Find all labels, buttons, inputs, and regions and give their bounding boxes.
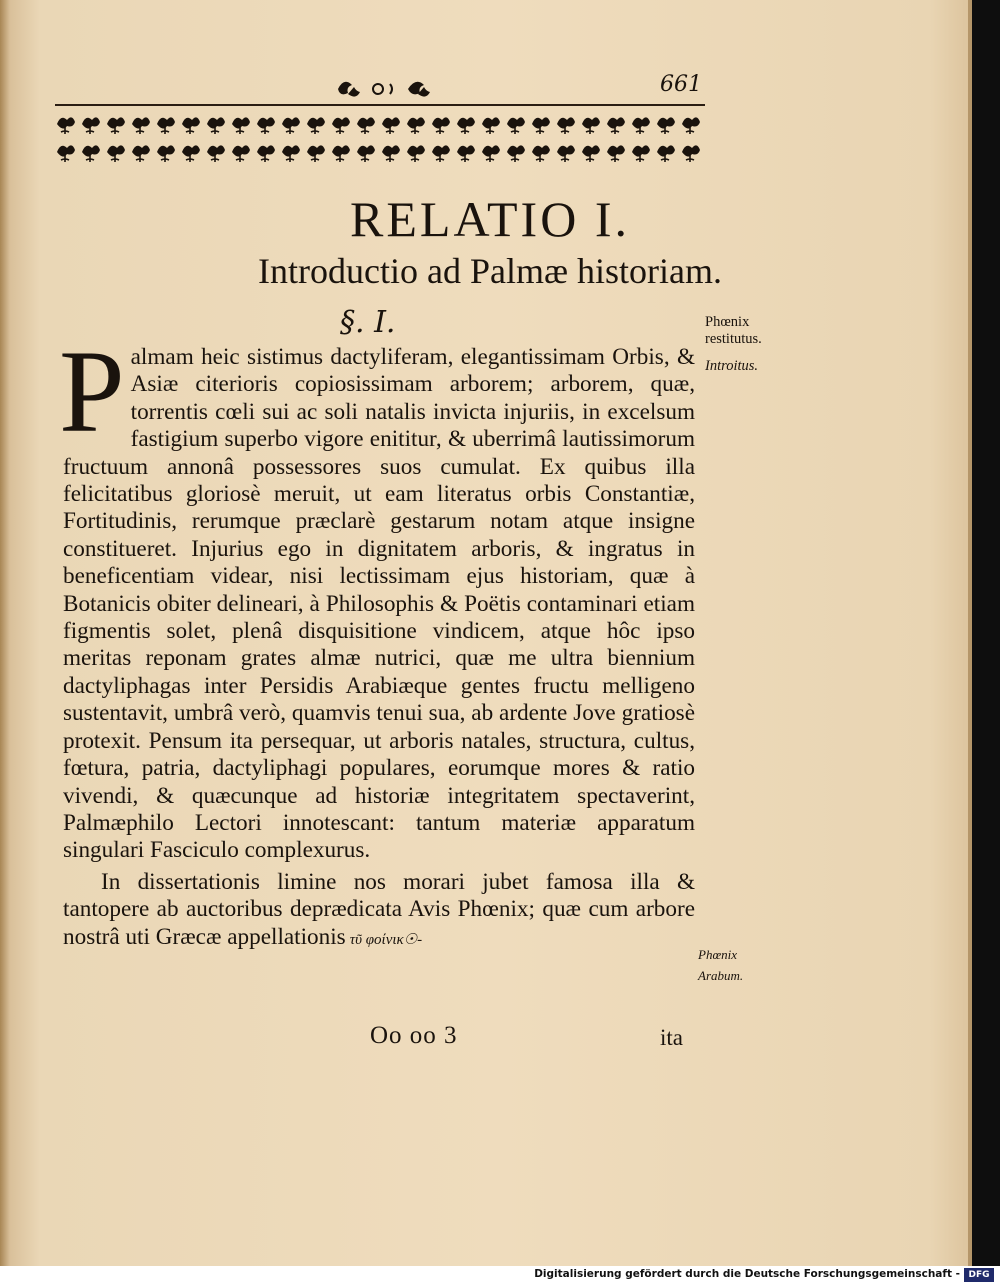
drop-cap: P bbox=[59, 326, 125, 457]
greek-word: τῦ φοίνικ☉- bbox=[349, 931, 423, 948]
headpiece-ornament bbox=[330, 74, 440, 104]
ornamental-band bbox=[55, 112, 705, 168]
signature-mark: Oo oo 3 bbox=[370, 1022, 458, 1049]
header-rule bbox=[55, 104, 705, 106]
scan-border bbox=[972, 0, 1000, 1266]
margin-note-introitus: Introitus. bbox=[705, 358, 759, 374]
margin-note-phoenix-restitutus: Phœnix restitutus. bbox=[705, 314, 762, 347]
dfg-logo: DFG bbox=[964, 1268, 994, 1282]
relatio-subtitle: Introductio ad Palmæ historiam. bbox=[258, 251, 722, 291]
catchword: ita bbox=[660, 1025, 683, 1050]
body-text bbox=[59, 326, 695, 954]
paragraph-2: In dissertationis limine nos morari jubet famosa illa & tantopere ab auctoribus deprædicata Avis Phœnix; quæ cum arbore nostrâ uti Græcæ appellationis bbox=[63, 868, 695, 950]
page-number: 661 bbox=[660, 72, 702, 97]
relatio-title: RELATIO I. bbox=[350, 191, 630, 247]
section-mark: §. I. bbox=[340, 305, 396, 340]
margin-note-phoenix-arabum: Phœnix Arabum. bbox=[698, 947, 744, 983]
digitization-footer bbox=[0, 1266, 1000, 1285]
footer-credit: Digitalisierung gefördert durch die Deutsche Forschungsgemeinschaft - bbox=[534, 1268, 960, 1280]
paragraph-1: almam heic sistimus dactyliferam, elegantissimam Orbis, & Asiæ citerioris copiosissimam arborem; arborem, quæ, torrentis cœli sui ac soli natalis invicta injuriis, in excelsum fastigium superbo vigore enititur, & uberrimâ lautissimorum fructuum annonâ possessores suos cumulat. Ex quibus illa felicitatibus gloriosè meruit, ut eam literatus orbis Constantiæ, Fortitudinis, rerumque præclarè gestarum notam atque insigne constitueret. Injurius ego in dignitatem arboris, & ingratus in beneficentiam videar, nisi lectissimam ejus historiam, quæ à Botanicis obiter delineari, à Philosophis & Poëtis contaminari etiam figmentis solet, plenâ disquisitione vindicem, atque hôc ipso meritas reponam grates almæ nutrici, quæ me ultra biennium dactyliphagas inter Persidis Arabiæque gentes fructu melligeno sustentavit, umbrâ verò, quamvis tenui sua, ab ardente Jove gratiosè protexit. Pensum ita persequar, ut arboris natales, structura, cultus, fœtura, patria, dactyliphagi populares, eorumque mores & ratio vivendi, & quæcunque ad historiæ integritatem spectaverint, Palmæphilo Lectori innotescant: tantum materiæ apparatum singulari Fasciculo complexurus. bbox=[63, 344, 695, 864]
